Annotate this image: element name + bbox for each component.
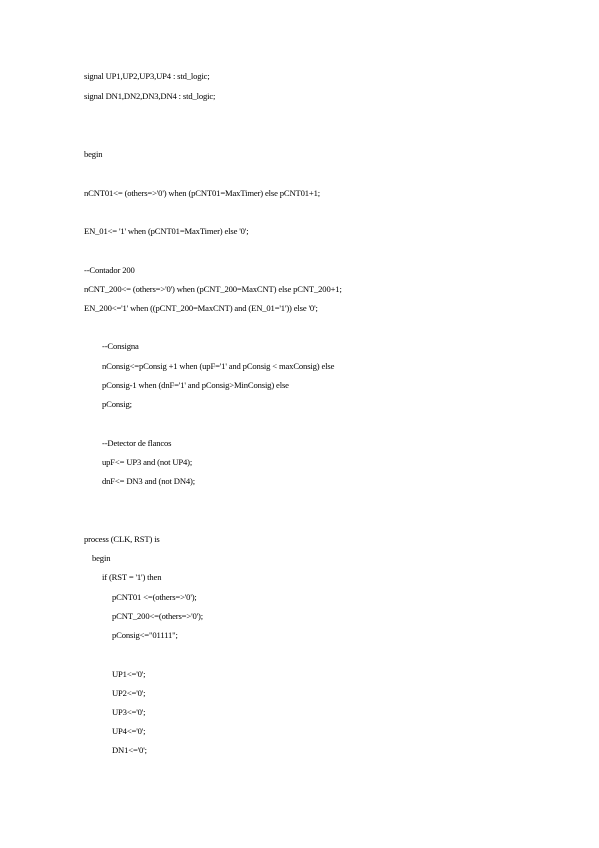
code-line: EN_01<= '1' when (pCNT01=MaxTimer) else '0'; [84,226,249,236]
code-line: process (CLK, RST) is [84,534,160,544]
code-line: pConsig; [102,399,132,409]
code-line: signal DN1,DN2,DN3,DN4 : std_logic; [84,91,216,101]
code-line: UP1<='0'; [112,669,146,679]
code-line: begin [92,553,111,563]
code-line: --Detector de flancos [102,438,172,448]
code-line: dnF<= DN3 and (not DN4); [102,476,195,486]
code-line: EN_200<='1' when ((pCNT_200=MaxCNT) and (EN_01='1')) else '0'; [84,303,318,313]
code-line: nCNT01<= (others=>'0') when (pCNT01=MaxTimer) else pCNT01+1; [84,188,321,198]
code-line: UP4<='0'; [112,726,146,736]
code-line: UP2<='0'; [112,688,146,698]
code-line: pConsig-1 when (dnF='1' and pConsig>MinConsig) else [102,380,289,390]
code-line: nConsig<=pConsig +1 when (upF='1' and pConsig < maxConsig) else [102,361,335,371]
code-line: DN1<='0'; [112,745,147,755]
code-line: UP3<='0'; [112,707,146,717]
code-line: pCNT_200<=(others=>'0'); [112,611,203,621]
code-line: upF<= UP3 and (not UP4); [102,457,193,467]
code-line: if (RST = '1') then [102,572,162,582]
code-line: pConsig<="01111"; [112,630,178,640]
code-line: --Contador 200 [84,265,135,275]
code-line: nCNT_200<= (others=>'0') when (pCNT_200=MaxCNT) else pCNT_200+1; [84,284,342,294]
code-line: pCNT01 <=(others=>'0'); [112,592,197,602]
code-line: --Consigna [102,341,139,351]
code-line: signal UP1,UP2,UP3,UP4 : std_logic; [84,71,210,81]
code-line: begin [84,149,103,159]
